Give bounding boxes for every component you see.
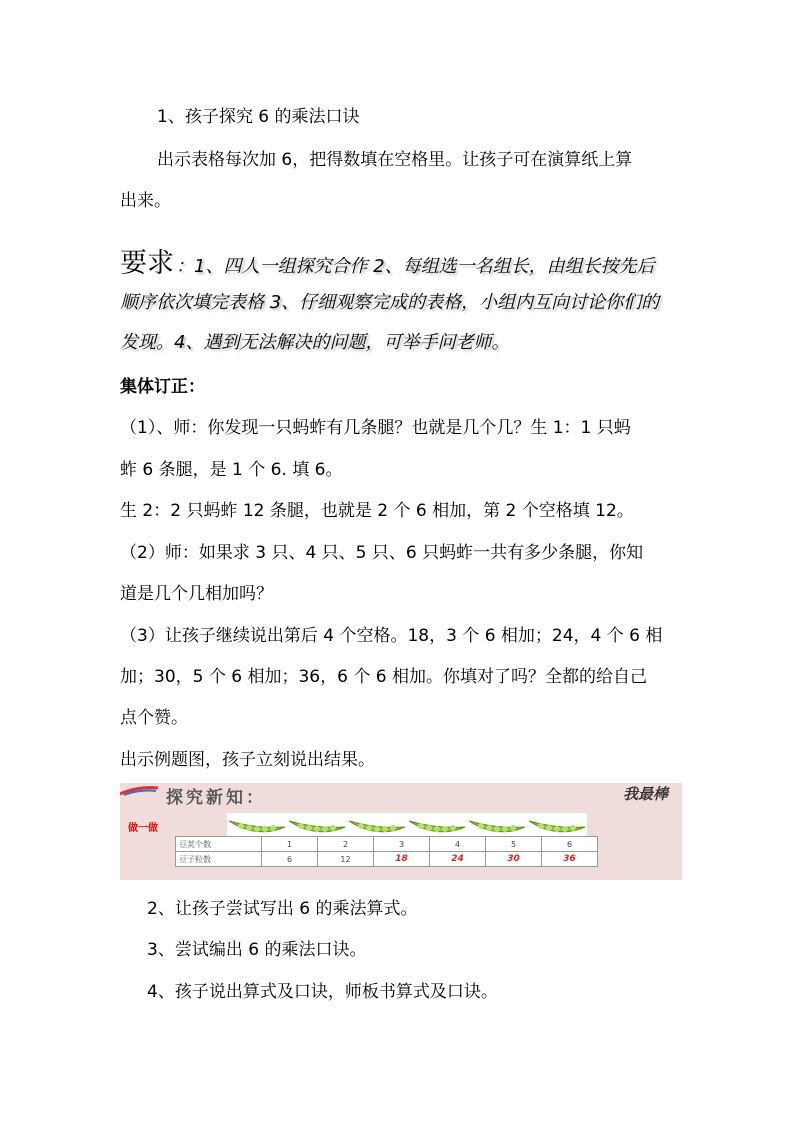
- image-stamp: 我最棒: [622, 785, 668, 803]
- logo-icon: [120, 786, 160, 796]
- requirements-line-3: 发现。4、遇到无法解决的问题，可举手问老师。: [120, 332, 510, 353]
- requirements-line-2: 顺序依次填完表格 3、仔细观察完成的表格，小组内互向讨论你们的: [120, 292, 660, 313]
- table-cell: 12: [318, 852, 374, 867]
- collective-correction-heading: 集体订正：: [120, 377, 205, 397]
- table-row: [176, 852, 598, 867]
- table-cell: 6: [262, 852, 318, 867]
- paragraph-line: 道是几个几相加吗？: [120, 584, 273, 604]
- step-2-line: 2、让孩子尝试写出 6 的乘法算式。: [147, 899, 418, 919]
- table-cell-answer: 18: [374, 852, 430, 867]
- table-cell-answer: 24: [430, 852, 486, 867]
- row-label: 豆荚个数: [176, 837, 262, 852]
- table-cell: 5: [486, 837, 542, 852]
- example-image: [120, 783, 682, 880]
- step-1-heading: 1、孩子探究 6 的乘法口诀: [157, 107, 360, 127]
- requirements-line-1: [120, 250, 655, 281]
- image-side-label: 做一做: [128, 823, 158, 834]
- table-cell: 2: [318, 837, 374, 852]
- table-cell-answer: 36: [542, 852, 598, 867]
- table-cell: 4: [430, 837, 486, 852]
- paragraph-line: （2）师：如果求 3 只、4 只、5 只、6 只蚂蚱一共有多少条腿，你知: [120, 543, 644, 563]
- paragraph-line: （1）、师：你发现一只蚂蚱有几条腿？也就是几个几？生 1：1 只蚂: [120, 418, 631, 438]
- paragraph-line: 出示例题图，孩子立刻说出结果。: [120, 750, 375, 770]
- requirements-title: 要求: [120, 248, 174, 279]
- step-3-line: 3、尝试编出 6 的乘法口诀。: [147, 940, 367, 960]
- pea-pods-illustration: [227, 813, 587, 837]
- table-row: [176, 837, 598, 852]
- paragraph-line: 生 2：2 只蚂蚱 12 条腿，也就是 2 个 6 相加，第 2 个空格填 12。: [120, 501, 634, 521]
- paragraph-line: 蚱 6 条腿，是 1 个 6. 填 6。: [120, 460, 343, 480]
- paragraph-line: （3）让孩子继续说出第后 4 个空格。18，3 个 6 相加；24，4 个 6 相: [120, 626, 663, 646]
- paragraph-line: 加；30，5 个 6 相加；36，6 个 6 相加。你填对了吗？全都的给自己: [120, 667, 647, 687]
- paragraph-line: 出来。: [120, 191, 171, 211]
- image-title: 探究新知：: [166, 788, 266, 808]
- table-cell-answer: 30: [486, 852, 542, 867]
- example-table: [175, 836, 598, 867]
- paragraph-line: 出示表格每次加 6，把得数填在空格里。让孩子可在演算纸上算: [157, 150, 633, 170]
- paragraph-line: 点个赞。: [120, 708, 188, 728]
- step-4-line: 4、孩子说出算式及口诀，师板书算式及口诀。: [147, 982, 498, 1002]
- table-cell: 6: [542, 837, 598, 852]
- requirements-text: ：1、四人一组探究合作 2、每组选一名组长，由组长按先后: [176, 256, 655, 277]
- table-cell: 3: [374, 837, 430, 852]
- row-label: 豆子粒数: [176, 852, 262, 867]
- table-cell: 1: [262, 837, 318, 852]
